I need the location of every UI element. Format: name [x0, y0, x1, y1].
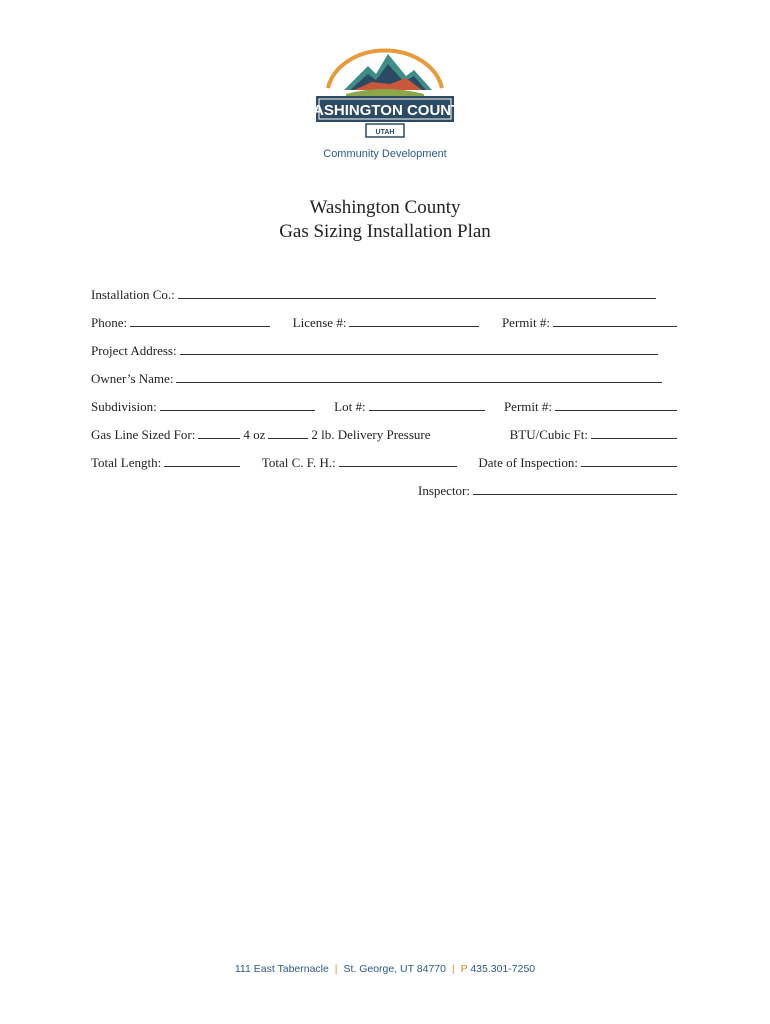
subdivision-field[interactable]: [160, 398, 315, 411]
btu-label: BTU/Cubic Ft:: [509, 427, 588, 442]
footer-address: 111 East Tabernacle: [234, 963, 329, 975]
row-subdivision: [91, 398, 680, 426]
permit2-field[interactable]: [555, 398, 677, 411]
footer-city: St. George, UT 84770: [343, 963, 446, 975]
project-address-field[interactable]: [180, 342, 658, 355]
installation-co-label: Installation Co.:: [91, 287, 175, 302]
two-lb-label: 2 lb. Delivery Pressure: [311, 427, 431, 442]
subdivision-label: Subdivision:: [91, 399, 157, 414]
lot-field[interactable]: [369, 398, 485, 411]
date-of-inspection-label: Date of Inspection:: [478, 455, 578, 470]
county-logo: [0, 44, 770, 140]
permit-label: Permit #:: [501, 315, 550, 330]
gas-sizing-form: [91, 286, 680, 510]
inspector-label: Inspector:: [418, 483, 470, 498]
department-name: Community Development: [323, 148, 447, 160]
four-oz-field[interactable]: [198, 426, 240, 439]
page-title: [0, 196, 770, 244]
permit2-label: Permit #:: [503, 399, 552, 414]
logo-county-text: WASHINGTON COUNTY: [299, 102, 471, 119]
footer-separator-2: |: [451, 963, 455, 975]
row-installation-co: [91, 286, 680, 314]
row-total-length: [91, 454, 680, 482]
license-label: License #:: [292, 315, 347, 330]
four-oz-label: 4 oz: [243, 427, 266, 442]
washington-county-logo-icon: [299, 44, 471, 140]
inspector-field[interactable]: [473, 482, 677, 495]
title-line-1: Washington County: [309, 197, 461, 218]
date-of-inspection-field[interactable]: [581, 454, 677, 467]
row-project-address: [91, 342, 680, 370]
total-cfh-field[interactable]: [339, 454, 457, 467]
lot-label: Lot #:: [334, 399, 366, 414]
logo-state-text: UTAH: [375, 129, 395, 136]
footer-separator-1: |: [334, 963, 338, 975]
btu-field[interactable]: [591, 426, 677, 439]
row-phone: [91, 314, 680, 342]
installation-co-field[interactable]: [178, 286, 656, 299]
total-cfh-label: Total C. F. H.:: [261, 455, 336, 470]
footer-phone: 435.301-7250: [470, 963, 536, 975]
total-length-field[interactable]: [164, 454, 240, 467]
two-lb-field[interactable]: [268, 426, 308, 439]
license-field[interactable]: [349, 314, 479, 327]
permit-field[interactable]: [553, 314, 677, 327]
footer-phone-label: P: [460, 963, 468, 975]
row-owners-name: [91, 370, 680, 398]
page-footer: [0, 963, 770, 975]
gas-line-sized-for-label: Gas Line Sized For:: [91, 427, 196, 442]
owners-name-field[interactable]: [176, 370, 662, 383]
phone-field[interactable]: [130, 314, 270, 327]
owners-name-label: Owner’s Name:: [91, 371, 174, 386]
phone-label: Phone:: [91, 315, 128, 330]
total-length-label: Total Length:: [91, 455, 162, 470]
title-line-2: Gas Sizing Installation Plan: [279, 221, 491, 242]
row-gas-line: [91, 426, 680, 454]
project-address-label: Project Address:: [91, 343, 177, 358]
row-inspector: [91, 482, 680, 510]
